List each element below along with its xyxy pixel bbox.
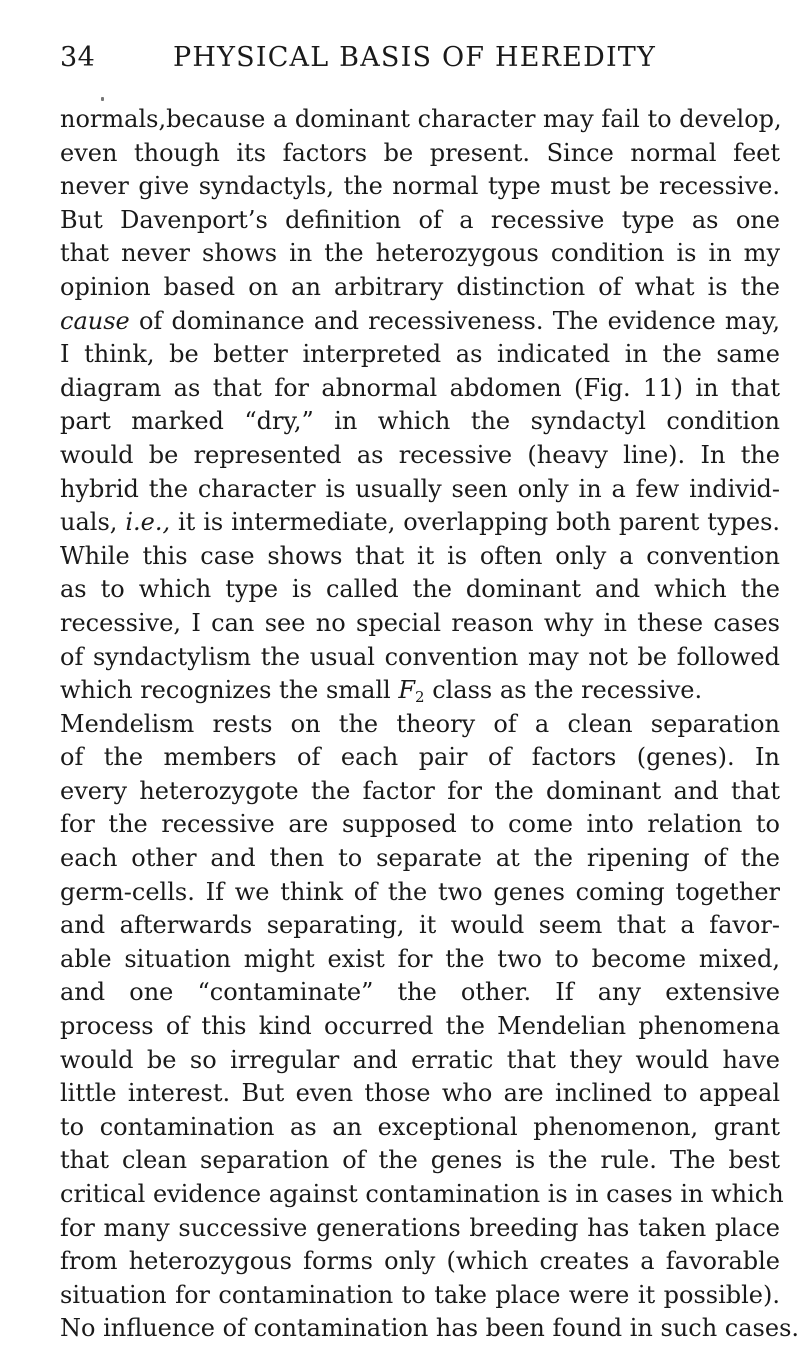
text-line: every heterozygote the factor for the dominant and that <box>60 776 780 805</box>
running-header <box>60 42 750 82</box>
text-line: cause of dominance and recessiveness. The evidence may, <box>60 306 780 335</box>
text-line: critical evidence against contamination is in cases in which <box>60 1180 784 1208</box>
text-line: each other and then to separate at the ripening of the <box>60 844 780 873</box>
text-line: of the members of each pair of factors (genes). In <box>60 743 780 772</box>
text-line: for many successive generations breeding has taken place <box>60 1213 780 1242</box>
text-line: would be represented as recessive (heavy line). In the <box>60 440 780 469</box>
text-line: germ-cells. If we think of the two genes coming together <box>60 877 780 906</box>
text-line: I think, be better interpreted as indicated in the same <box>60 340 780 369</box>
text-line: part marked “dry,” in which the syndactyl condition <box>60 407 780 436</box>
text-line: Mendelism rests on the theory of a clean separation <box>60 709 780 738</box>
text-line: recessive, I can see no special reason why in these cases <box>60 608 780 637</box>
text-line: for the recessive are supposed to come into relation to <box>60 810 780 839</box>
text-line: diagram as that for abnormal abdomen (Fig. 11) in that <box>60 373 780 402</box>
print-speck <box>101 97 104 101</box>
text-line: No influence of contamination has been found in such cases. <box>60 1314 800 1343</box>
text-line: that clean separation of the genes is the rule. The best <box>60 1146 780 1175</box>
text-line: of syndactylism the usual convention may not be followed <box>60 642 780 671</box>
text-line: normals,because a dominant character may fail to develop, <box>60 105 782 133</box>
text-line: hybrid the character is usually seen only in a few individ- <box>60 474 780 503</box>
text-line: never give syndactyls, the normal type must be recessive. <box>60 172 780 201</box>
text-line: would be so irregular and erratic that they would have <box>60 1045 780 1074</box>
text-line: that never shows in the heterozygous condition is in my <box>60 239 780 268</box>
text-line: and afterwards separating, it would seem that a favor- <box>60 911 780 940</box>
text-line: and one “contaminate” the other. If any extensive <box>60 978 780 1007</box>
text-line: as to which type is called the dominant and which the <box>60 575 780 604</box>
text-line: to contamination as an exceptional phenomenon, grant <box>60 1112 780 1141</box>
text-line: able situation might exist for the two to become mixed, <box>60 944 780 973</box>
text-line: little interest. But even those who are inclined to appeal <box>60 1079 780 1108</box>
text-line: uals, i.e., it is intermediate, overlapping both parent types. <box>60 508 781 537</box>
text-line: which recognizes the small $F_2$ class as the recessive. <box>60 676 703 707</box>
text-line: from heterozygous forms only (which creates a favorable <box>60 1247 780 1276</box>
text-line: process of this kind occurred the Mendelian phenomena <box>60 1012 780 1041</box>
text-line: opinion based on an arbitrary distinction of what is the <box>60 272 780 301</box>
page-number: 34 <box>60 42 96 73</box>
body-text <box>60 103 800 1346</box>
text-line: even though its factors be present. Since normal feet <box>60 138 780 167</box>
text-line: But Davenport’s definition of a recessive type as one <box>60 205 780 234</box>
text-line: situation for contamination to take place were it possible). <box>60 1280 780 1309</box>
running-title: PHYSICAL BASIS OF HEREDITY <box>173 42 657 73</box>
text-line: While this case shows that it is often only a convention <box>60 541 780 570</box>
